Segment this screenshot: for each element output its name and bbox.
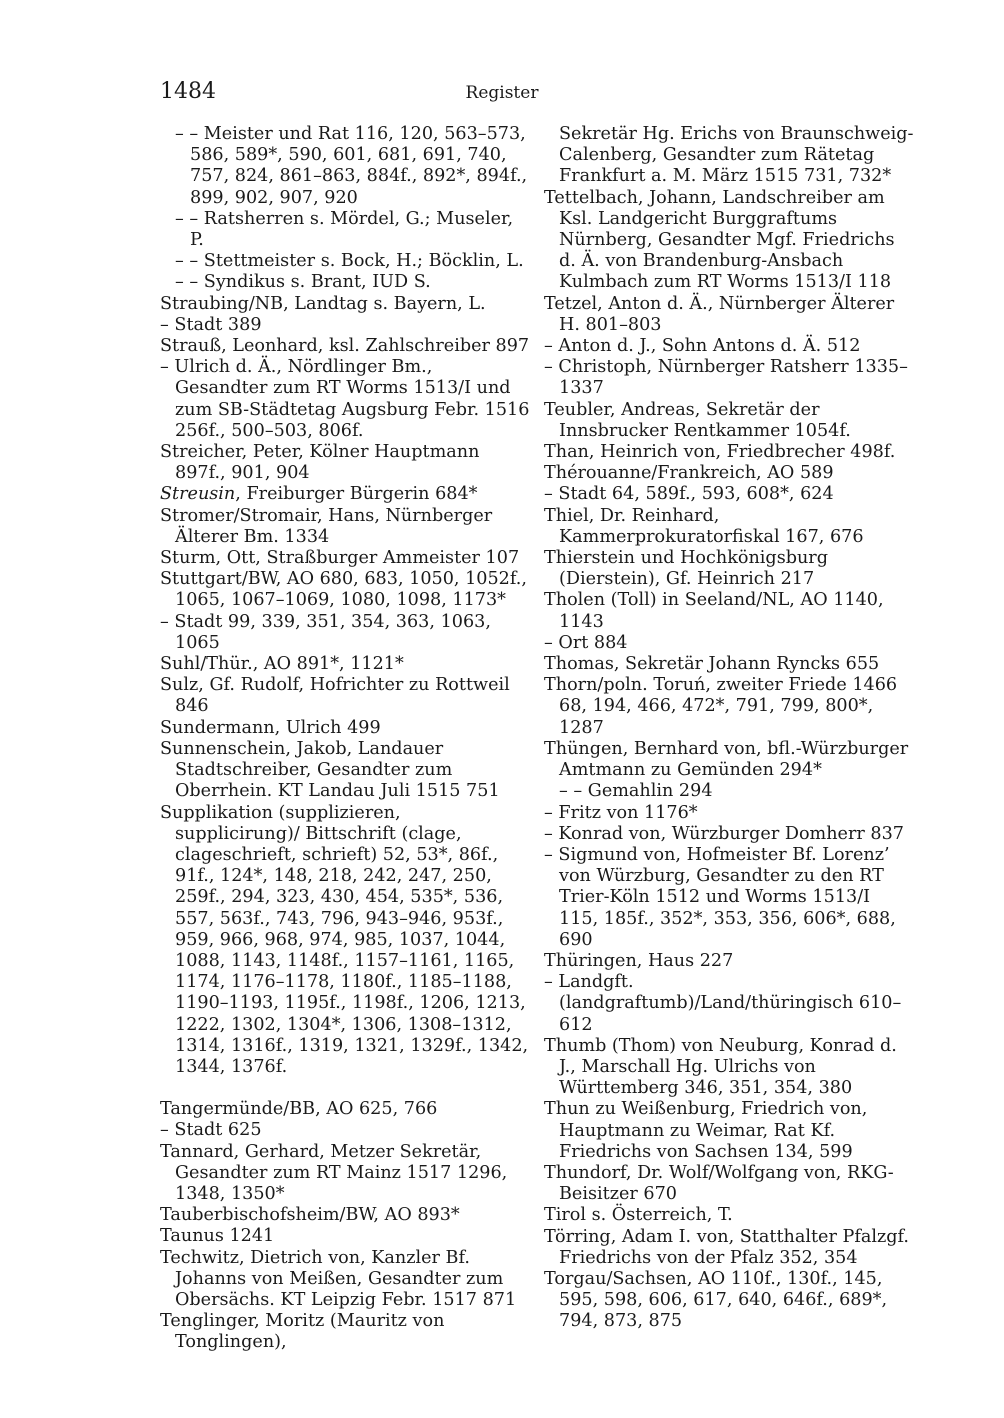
register-entry: Törring, Adam I. von, Statthalter Pfalzgf. Friedrichs von der Pfalz 352, 354: [544, 1226, 909, 1268]
register-entry: Straubing/NB, Landtag s. Bayern, L.: [160, 293, 486, 314]
register-entry: Thierstein und Hochkönigsburg (Dierstein), Gf. Heinrich 217: [544, 548, 828, 590]
register-entry-continued: Sekretär Hg. Erichs von Braunschweig-Calenberg, Gesandter zum Rätetag Frankfurt a. M. März 1515 731, 732*: [559, 124, 914, 187]
register-entry: – Stadt 99, 339, 351, 354, 363, 1063, 1065: [160, 611, 491, 653]
register-entry: Thundorf, Dr. Wolf/Wolfgang von, RKG-Beisitzer 670: [544, 1162, 894, 1205]
register-entry: Stromer/Stromair, Hans, Nürnberger Älterer Bm. 1334: [160, 505, 493, 547]
register-entry: – Sigmund von, Hofmeister Bf. Lorenz’ von Würzburg, Gesandter zu den RT Trier-Köln 1512 und Worms 1513/I 115, 185f., 352*, 353, 356, 606*, 688, 690: [544, 844, 896, 950]
register-entry: Tetzel, Anton d. Ä., Nürnberger Älterer H. 801–803: [544, 293, 895, 335]
register-entry: Thüngen, Bernhard von, bfl.-Würzburger Amtmann zu Gemünden 294*: [544, 738, 909, 781]
register-entry: Stuttgart/BW, AO 680, 683, 1050, 1052f., 1065, 1067–1069, 1080, 1098, 1173*: [160, 569, 527, 611]
register-entry: Streusin, Freiburger Bürgerin 684*: [160, 484, 478, 505]
register-entry: Tannard, Gerhard, Metzer Sekretär, Gesandter zum RT Mainz 1517 1296, 1348, 1350*: [160, 1141, 508, 1204]
register-entry: Sulz, Gf. Rudolf, Hofrichter zu Rottweil 846: [160, 675, 510, 717]
register-entry: Supplikation (supplizieren, supplicirung)/ Bittschrift (clage, clageschrieft, schrieft) 52, 53*, 86f., 91f., 124*, 148, 218, 242, 247, 250, 259f., 294, 323, 430, 454, 535*, 536, 557, 563f., 743, 796, 943–946, 953f., 959, 966, 968, 974, 985, 1037, 1044, 1088, 1143, 1148f., 1157–1161, 1165, 1174, 1176–1178, 1180f., 1185–1188, 1190–1193, 1195f., 1198f., 1206, 1213, 1222, 1302, 1304*, 1306, 1308–1312, 1314, 1316f., 1319, 1321, 1329f., 1342, 1344, 1376f.: [160, 802, 529, 1077]
register-entry: Tangermünde/BB, AO 625, 766: [160, 1099, 438, 1120]
register-entry: Tholen (Toll) in Seeland/NL, AO 1140, 1143: [544, 590, 884, 632]
register-entry: – – Gemahlin 294: [559, 781, 713, 802]
register-entry: Strauß, Leonhard, ksl. Zahlschreiber 897: [160, 336, 530, 357]
register-entry: Thun zu Weißenburg, Friedrich von, Hauptmann zu Weimar, Rat Kf. Friedrichs von Sachsen 134, 599: [544, 1099, 868, 1162]
register-entry: – Konrad von, Würzburger Domherr 837: [544, 823, 904, 844]
page-number: 1484: [160, 79, 216, 104]
register-entry: Thiel, Dr. Reinhard, Kammerprokuratorfiskal 167, 676: [544, 505, 864, 547]
register-entry: Thorn/poln. Toruń, zweiter Friede 1466 68, 194, 466, 472*, 791, 799, 800*, 1287: [544, 675, 898, 738]
register-column-right: [544, 124, 914, 1333]
register-entry: – Ulrich d. Ä., Nördlinger Bm., Gesandter zum RT Worms 1513/I und zum SB-Städtetag Augsburg Febr. 1516 256f., 500–503, 806f.: [160, 357, 530, 441]
register-entry: Taunus 1241: [160, 1226, 275, 1247]
register-entry: Suhl/Thür., AO 891*, 1121*: [160, 654, 404, 675]
register-entry: – – Meister und Rat 116, 120, 563–573, 586, 589*, 590, 601, 681, 691, 740, 757, 824, 861–863, 884f., 892*, 894f., 899, 902, 907, 920: [175, 124, 528, 208]
running-head: Register: [465, 83, 539, 103]
register-entry: Thomas, Sekretär Johann Ryncks 655: [544, 654, 880, 675]
register-entry: Tauberbischofsheim/BW, AO 893*: [160, 1205, 460, 1226]
register-entry: Sundermann, Ulrich 499: [160, 717, 381, 738]
register-entry: Streicher, Peter, Kölner Hauptmann 897f., 901, 904: [160, 442, 480, 484]
register-entry: Tettelbach, Johann, Landschreiber am Ksl. Landgericht Burggraftums Nürnberg, Gesandter Mgf. Friedrichs d. Ä. von Brandenburg-Ansbach Kulmbach zum RT Worms 1513/I 118: [544, 187, 895, 293]
register-entry: – – Syndikus s. Brant, IUD S.: [175, 272, 431, 293]
register-entry: Thérouanne/Frankreich, AO 589: [544, 463, 834, 484]
register-entry: Thüringen, Haus 227: [544, 950, 734, 971]
register-entry: – Stadt 389: [160, 314, 262, 335]
register-entry: – Stadt 625: [160, 1120, 262, 1141]
register-column-left: [160, 124, 530, 1354]
register-entry: – – Stettmeister s. Bock, H.; Böcklin, L.: [175, 251, 524, 272]
register-entry: – – Ratsherren s. Mördel, G.; Museler, P.: [175, 208, 514, 251]
register-entry: – Landgft. (landgraftumb)/Land/thüringisch 610–612: [544, 972, 902, 1035]
register-entry: Teubler, Andreas, Sekretär der Innsbrucker Rentkammer 1054f.: [544, 399, 851, 441]
register-entry: Sunnenschein, Jakob, Landauer Stadtschreiber, Gesandter zum Oberrhein. KT Landau Juli 1515 751: [160, 738, 500, 802]
register-entry: Tenglinger, Moritz (Mauritz von Tonglingen),: [160, 1311, 445, 1353]
register-entry: Techwitz, Dietrich von, Kanzler Bf. Johanns von Meißen, Gesandter zum Obersächs. KT Leipzig Febr. 1517 871: [160, 1247, 517, 1310]
register-entry: Thumb (Thom) von Neuburg, Konrad d. J., Marschall Hg. Ulrichs von Württemberg 346, 351, 354, 380: [544, 1035, 897, 1099]
register-entry: – Christoph, Nürnberger Ratsherr 1335–1337: [544, 357, 908, 399]
register-entry: – Fritz von 1176*: [544, 802, 698, 823]
register-entry: Sturm, Ott, Straßburger Ammeister 107: [160, 548, 520, 569]
register-entry: – Ort 884: [544, 632, 628, 653]
register-entry: Torgau/Sachsen, AO 110f., 130f., 145, 595, 598, 606, 617, 640, 646f., 689*, 794, 873, 875: [544, 1268, 888, 1332]
register-entry: Than, Heinrich von, Friedbrecher 498f.: [544, 442, 896, 463]
register-entry: Tirol s. Österreich, T.: [544, 1205, 733, 1226]
register-entry: – Anton d. J., Sohn Antons d. Ä. 512: [544, 336, 861, 357]
register-entry: – Stadt 64, 589f., 593, 608*, 624: [544, 484, 834, 505]
